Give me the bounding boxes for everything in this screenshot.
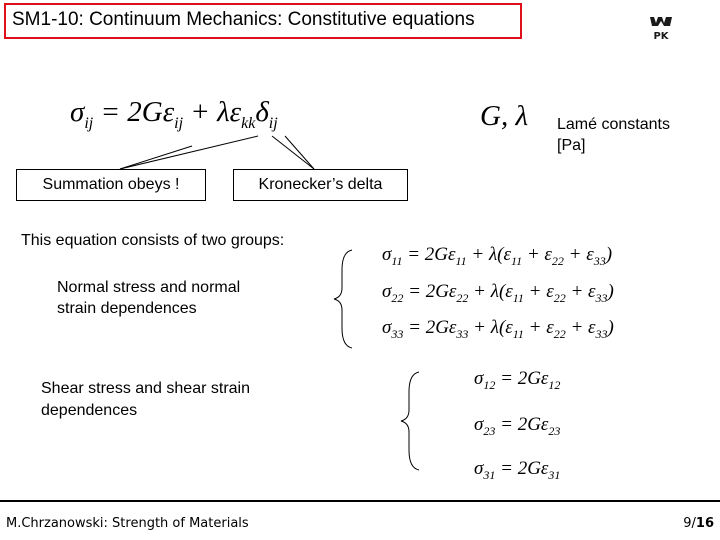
intro-text: This equation consists of two groups: [21, 232, 285, 249]
shear-equation-1: $\sigma_{12} = 2G\varepsilon_{12}$ [474, 368, 561, 392]
callout-line-3 [285, 136, 314, 169]
callout-summation: Summation obeys ! [16, 169, 206, 201]
lame-label: Lamé constants [Pa] [557, 116, 670, 154]
slide-title: SM1-10: Continuum Mechanics: Constitutive equations [12, 9, 475, 30]
callout-line-2 [120, 136, 258, 169]
callout-line-1 [120, 146, 192, 169]
normal-equation-2: $\sigma_{22} = 2G\varepsilon_{22} + \lambda(\varepsilon_{11} + \varepsilon_{22} + \varepsilon_{33})$ [382, 281, 614, 305]
callout-kronecker: Kronecker’s delta [233, 169, 408, 201]
page-number: 9/16 [683, 516, 714, 531]
footer-divider [0, 500, 720, 502]
normal-equation-1: $\sigma_{11} = 2G\varepsilon_{11} + \lambda(\varepsilon_{11} + \varepsilon_{22} + \varepsilon_{33})$ [382, 244, 613, 268]
group-normal-label: Normal stress and normal strain dependences [57, 279, 241, 317]
shear-brace [401, 372, 419, 470]
normal-equation-3: $\sigma_{33} = 2G\varepsilon_{33} + \lambda(\varepsilon_{11} + \varepsilon_{22} + \varepsilon_{33})$ [382, 317, 614, 341]
shear-equation-2: $\sigma_{23} = 2G\varepsilon_{23}$ [474, 414, 561, 438]
normal-brace [334, 250, 352, 348]
svg-text:PK: PK [653, 31, 669, 41]
main-equation: $\sigma_{ij} = 2G\varepsilon_{ij} + \lambda\varepsilon_{kk}\delta_{ij}$ [70, 96, 278, 132]
lame-symbols: G, λ [480, 100, 529, 132]
group-shear-label: Shear stress and shear strain dependences [41, 380, 250, 419]
shear-equation-3: $\sigma_{31} = 2G\varepsilon_{31}$ [474, 458, 561, 482]
university-logo-icon [648, 15, 674, 41]
footer-author: M.Chrzanowski: Strength of Materials [6, 516, 249, 531]
callout-line-4 [272, 136, 314, 169]
